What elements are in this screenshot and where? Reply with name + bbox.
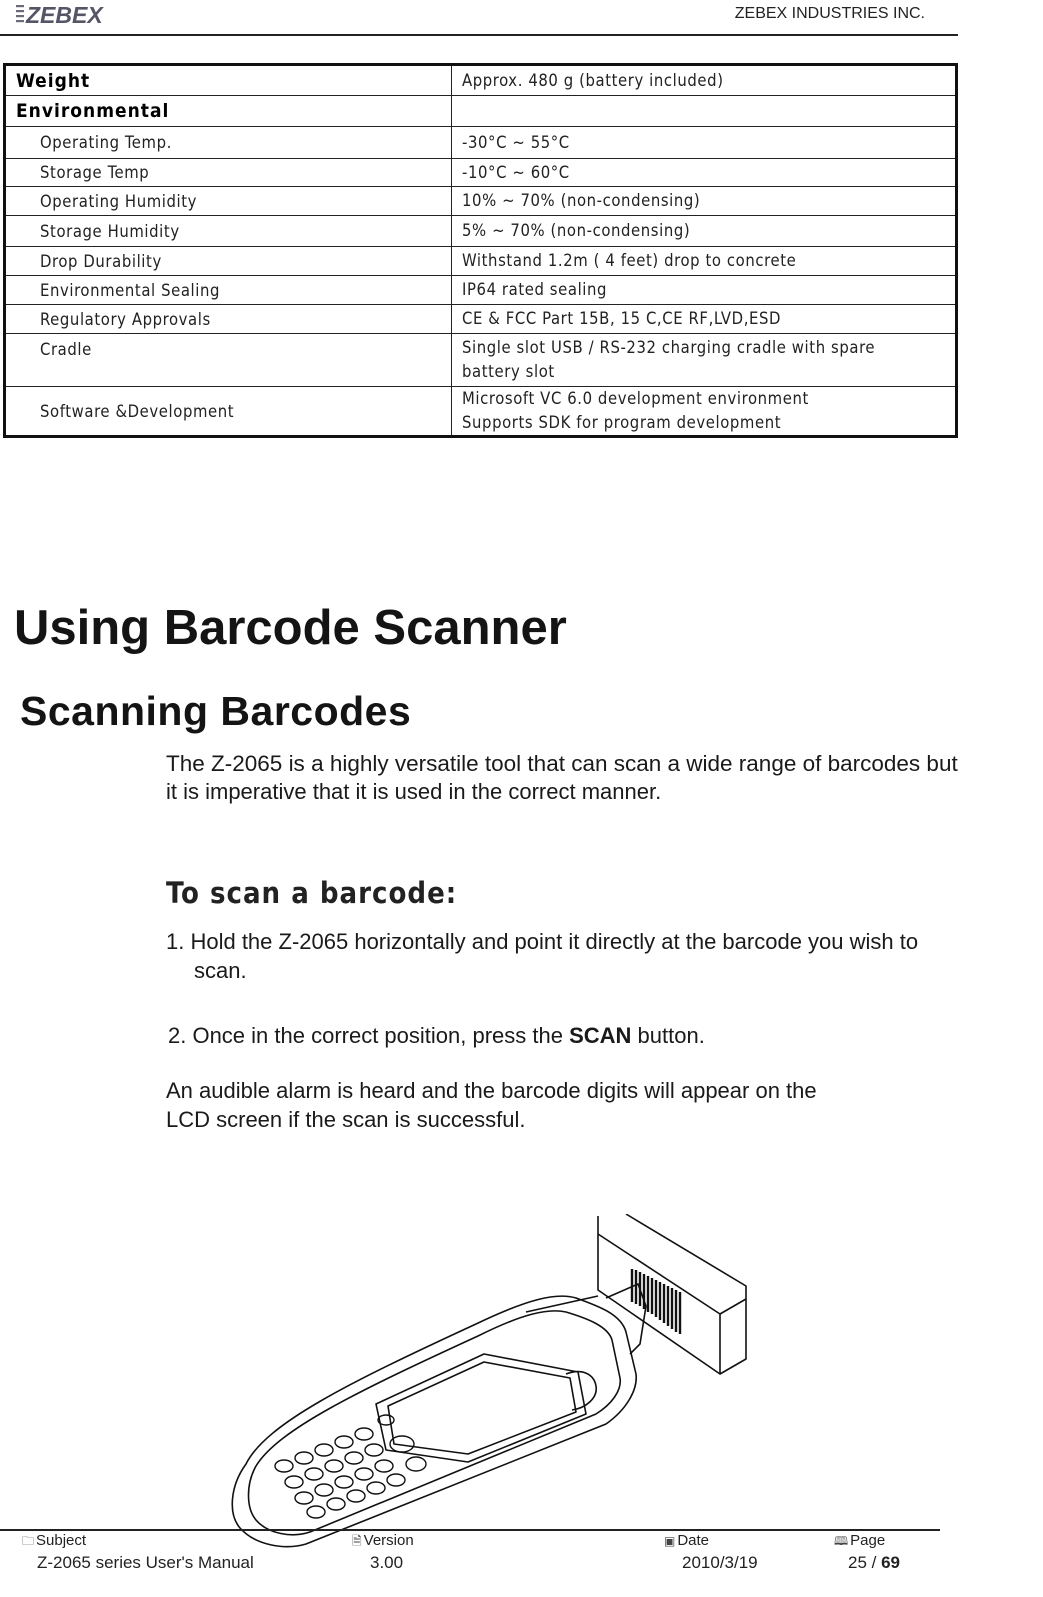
table-row: [5, 276, 957, 305]
step-2-suffix: button.: [631, 1023, 705, 1048]
table-row: [5, 247, 957, 276]
book-icon: 🕮: [834, 1534, 849, 1548]
spec-label: Cradle: [5, 334, 452, 387]
step-1-text: 1. Hold the Z-2065 horizontally and point it directly at the barcode you wish to: [166, 929, 919, 954]
zebex-logo: [14, 2, 138, 26]
spec-label: Environmental Sealing: [5, 276, 452, 305]
footer-date-label: ▣ Date: [664, 1532, 710, 1549]
footer-version-label: 🗎 Version: [352, 1532, 414, 1553]
table-row: [5, 65, 957, 96]
footer-page-label: 🕮 Page: [834, 1532, 885, 1553]
logo-text: ZEBEX: [26, 2, 103, 26]
spec-value: 10% ~ 70% (non-condensing): [462, 191, 701, 210]
howto-heading: To scan a barcode:: [166, 876, 458, 910]
document-icon: 🗎: [352, 1534, 362, 1548]
intro-text-line: The Z-2065 is a highly versatile tool that can scan a wide range of barcodes but: [166, 751, 958, 776]
spec-value: Approx. 480 g (battery included): [462, 70, 724, 90]
table-row: [5, 387, 957, 437]
table-row: [5, 334, 957, 387]
folder-icon: 🗀: [22, 1534, 35, 1548]
scanner-illustration: [226, 1214, 748, 1548]
footer-date-value: 2010/3/19: [682, 1553, 758, 1572]
spec-value: IP64 rated sealing: [462, 280, 608, 299]
spec-table: [3, 63, 958, 438]
table-row: [5, 216, 957, 247]
header-divider: [0, 34, 958, 36]
spec-value-line: Single slot USB / RS-232 charging cradle with spare: [462, 338, 876, 357]
calendar-icon: ▣: [664, 1534, 676, 1548]
spec-value: 5% ~ 70% (non-condensing): [462, 221, 691, 240]
footer-subject-label: 🗀 Subject: [22, 1532, 86, 1553]
step-1-text-cont: scan.: [194, 958, 247, 983]
subsection-title: Scanning Barcodes: [20, 688, 412, 734]
step-2-text: [168, 1022, 705, 1050]
spec-label: Operating Temp.: [5, 127, 452, 159]
footer-page-value: 25 / 69: [848, 1553, 901, 1572]
scanner-device-icon: [232, 1284, 646, 1547]
spec-value: Withstand 1.2m ( 4 feet) drop to concrete: [462, 251, 797, 270]
spec-value: -10°C ~ 60°C: [462, 162, 570, 182]
intro-text-line: it is imperative that it is used in the correct manner.: [166, 779, 662, 804]
table-row: [5, 305, 957, 334]
spec-label: Storage Temp: [5, 159, 452, 187]
spec-label: Drop Durability: [5, 247, 452, 276]
table-row: [5, 187, 957, 216]
footer-subject-value: Z-2065 series User's Manual: [37, 1553, 254, 1572]
table-row: [5, 127, 957, 159]
spec-value: -30°C ~ 55°C: [462, 132, 570, 152]
footer-version-value: 3.00: [370, 1553, 404, 1572]
spec-value-line: Supports SDK for program development: [462, 413, 782, 432]
spec-label: Environmental: [5, 96, 452, 127]
company-name: ZEBEX INDUSTRIES INC.: [734, 5, 925, 22]
spec-label: Regulatory Approvals: [5, 305, 452, 334]
spec-value: CE & FCC Part 15B, 15 C,CE RF,LVD,ESD: [462, 309, 782, 328]
section-title: Using Barcode Scanner: [14, 601, 567, 655]
scan-keyword: SCAN: [569, 1023, 632, 1048]
spec-label: Operating Humidity: [5, 187, 452, 216]
spec-label: Software &Development: [5, 387, 452, 437]
footer-divider: [0, 1529, 940, 1531]
table-row: [5, 96, 957, 127]
table-row: [5, 159, 957, 187]
spec-label: Weight: [5, 65, 452, 96]
barcode-box-icon: [598, 1214, 746, 1374]
note-text-line: An audible alarm is heard and the barcode digits will appear on the: [166, 1078, 817, 1103]
spec-label: Storage Humidity: [5, 216, 452, 247]
spec-value-line: battery slot: [462, 362, 555, 381]
spec-value-line: Microsoft VC 6.0 development environment: [462, 389, 809, 408]
step-2-prefix: 2. Once in the correct position, press the: [168, 1023, 570, 1048]
note-text-line: LCD screen if the scan is successful.: [166, 1107, 526, 1132]
